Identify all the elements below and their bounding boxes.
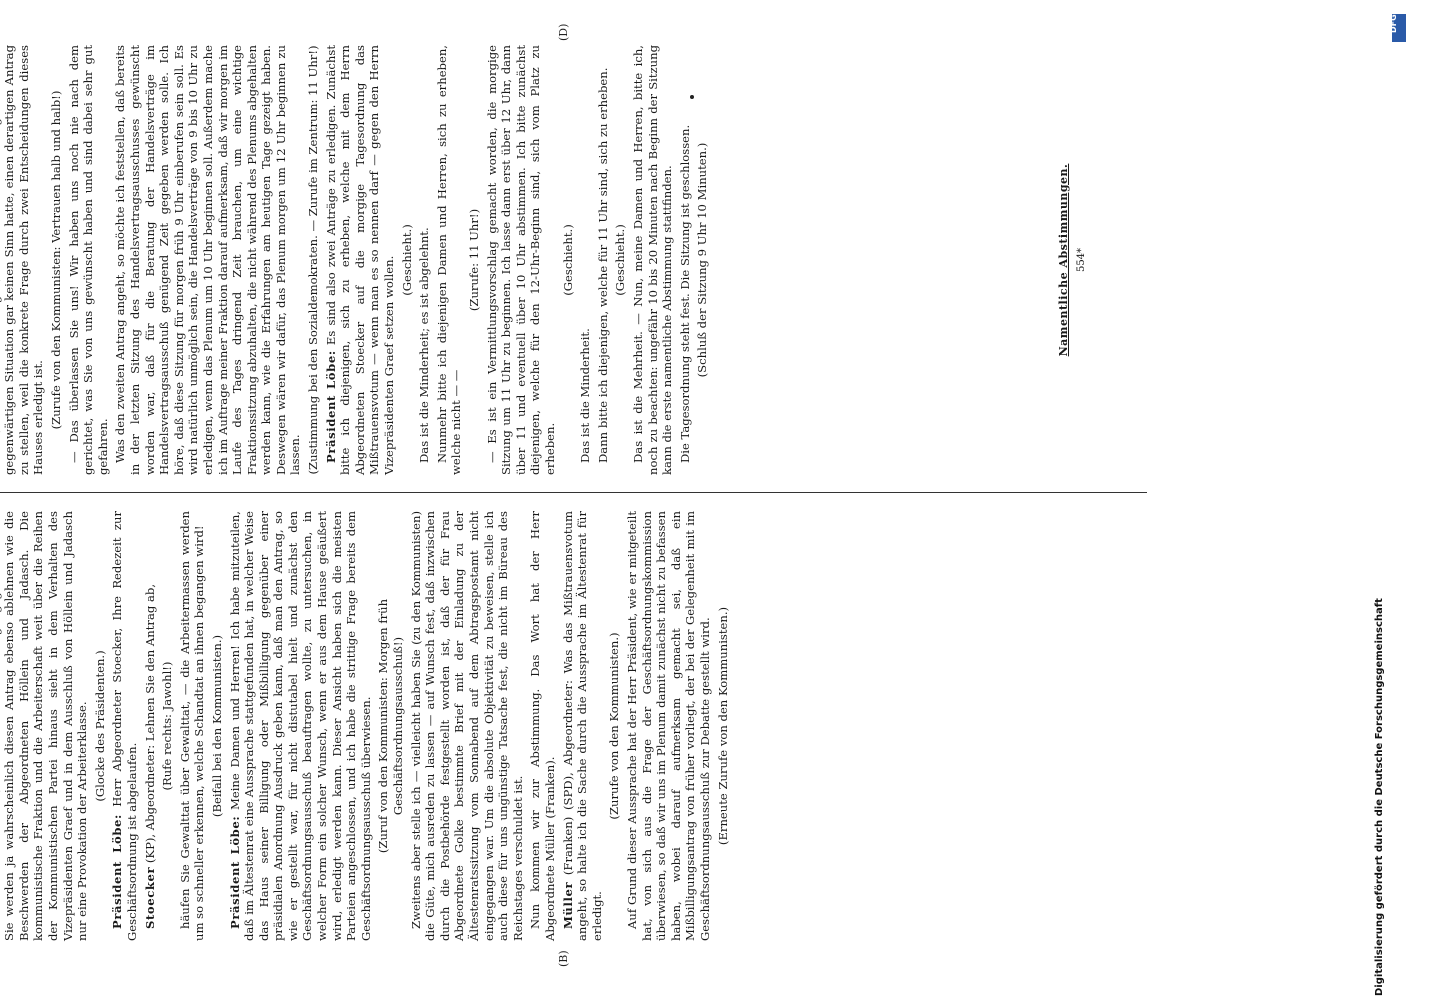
paragraph-text: Es sind also zwei Anträge zu erledigen. Zunächst bitte ich diejenigen, sich zu erheben, welche mit dem Herrn Abgeordneten Stoecker auf die morgige Tagesordnung das Mißtrauensvotum — wenn man es so nennen darf — gegen den Herrn Vizepräsidenten Graef setzen wollen. [323,45,397,475]
right-column [0,45,713,475]
speaker-name: Müller [560,881,575,929]
speaker-role: (Franken) (SPD), Abgeordneter: [560,680,575,876]
paragraph [67,45,111,475]
stage-direction [695,45,710,475]
footer-section [1057,45,1087,475]
paragraph-text: Nunmehr bitte ich diejenigen Damen und Herren, sich zu erheben, welche nicht — — [434,45,464,475]
speaker-name: Präsident Löbe: [227,815,242,929]
stage-direction [49,45,64,475]
margin-mark-d: (D) [557,23,570,41]
paragraph-text: Nun kommen wir zur Abstimmung. Das Wort hat der Herr Abgeordnete Müller (Franken). [528,511,557,941]
paragraph-text: Zweitens aber stelle ich — vielleicht haben Sie (zu den Kommunisten) die Güte, mich ausreden zu lassen — auf Wunsch fest, daß inzwischen durch die Postbehörde festgestellt worden ist, daß der für Frau Abgeordnete Golke bestimmte Brief mit der Einladung zu der Ältestenratssitzung vom Sonnabend auf dem Abtragspostamt nicht eingegangen war. Um die absolute Objektivität zu beweisen, stelle ich auch diese für uns ungünstige Tatsache fest, die nicht im Büreau des Reichstages verschuldet ist. [408,511,525,941]
digitization-credit [1356,6,1426,996]
stage-direction-text: (Erneute Zurufe von den Kommunisten.) [715,606,730,846]
margin-mark-b: (B) [557,950,570,967]
stage-direction-text: (Zurufe von den Kommunisten: Vertrauen halb und halb!) [48,90,63,430]
paragraph [625,511,713,941]
stage-direction [467,45,482,475]
stage-direction-text: (Geschieht.) [560,224,575,296]
stage-direction [607,511,622,941]
paragraph [561,511,605,941]
paragraph [678,45,693,475]
paragraph [143,511,158,941]
stage-direction [210,511,225,941]
paragraph [110,511,139,941]
stage-direction [613,45,628,475]
paragraph-text: häufen Sie Gewalttat über Gewalttat, — die Arbeitermassen werden um so schneller erkennen, welche Schandtat an ihnen begangen wird! [177,511,207,941]
paragraph [528,511,557,941]
speaker-name: Präsident Löbe: [323,350,338,463]
dfg-logo: DFG [1392,14,1406,42]
stage-direction-text: (Geschieht.) [613,224,628,296]
stage-direction [306,45,321,475]
paragraph [324,45,397,475]
stage-direction-text: (Rufe rechts: Jawohl!) [160,661,175,791]
speaker-role: (KP), Abgeordneter: [142,744,157,864]
paragraph-text: Das ist die Minderheit; es ist abgelehnt. [417,227,432,463]
stage-direction [160,511,175,941]
paragraph-text: Was das Mißtrauensvotum angeht, so halte ich die Sache durch die Aussprache im Ältestenrat für erledigt. [560,511,604,941]
ink-speck [690,95,694,99]
paragraph [409,511,526,941]
stage-direction-text: (Zurufe: 11 Uhr!) [467,208,481,312]
paragraph-text: Was den zweiten Antrag angeht, so möchte ich feststellen, daß bereits in der letzten Sitzung des Handelsvertragsausschusses gewünscht worden war, daß für die Beratung der Handelsverträge im Handelsvertragsausschuß genügend Zeit gegeben werden solle. Ich höre, daß diese Sitzung für morgen früh 9 Uhr einberufen sein soll. Es wird natürlich unmöglich sein, die Handelsverträge von 9 bis 10 Uhr zu erledigen, wenn das Plenum um 10 Uhr beginnen soll. Außerdem mache ich im Auftrage meiner Fraktion darauf aufmerksam, daß wir morgen im Laufe des Tages dringend Zeit brauchen, um eine wichtige Fraktionssitzung abzuhalten, die nicht während des Plenums abgehalten werden kann, wie die Erfahrungen am heutigen Tage gezeigt haben. Deswegen wären wir dafür, das Plenum morgen um 12 Uhr beginnen zu lassen. [113,45,303,475]
stage-direction-text: (Zurufe von den Kommunisten.) [607,632,622,820]
paragraph [0,511,90,941]
paragraph-text: — Es ist ein Vermittlungsvorschlag gemacht worden, die morgige Sitzung um 11 Uhr zu beginnen. Ich lasse dann erst über 12 Uhr, dann über 11 und eventuell über 10 Uhr abstimmen. Ich bitte zunächst diejenigen, welche für den 12-Uhr-Beginn sind, sich vom Platz zu erheben. [484,45,557,475]
paragraph-text: — Das überlassen Sie uns! Wir haben uns noch nie nach dem gerichtet, was Sie von uns gewünscht haben und sind dabei sehr gut gefahren. [66,45,110,475]
stage-direction-text: (Zustimmung bei den Sozialdemokraten. — Zurufe im Zentrum: 11 Uhr!) [306,45,321,475]
paragraph [485,45,558,475]
credit-text: Digitalisierung gefördert durch die Deutsche Forschungsgemeinschaft [1374,598,1385,996]
signature-mark: 554* [1076,247,1087,273]
paragraph [631,45,675,475]
speaker-name: Stoecker [142,866,157,929]
stage-direction [400,45,415,475]
paragraph-text: Meine Damen und Herren! Ich habe mitzuteilen, daß im Ältestenrat eine Aussprache stattgefunden hat, in welcher Weise das Haus seiner Billigung oder Mißbilligung gegenüber einer präsidialen Anordnung Ausdruck geben kann, daß man den Antrag, so wie er gestellt war, für nicht distutabel hielt und zunächst den Geschäftsordnungsausschuß beauftragen wollte, zu untersuchen, in welcher Form ein solcher Wunsch, wenn er aus dem Hause geäußert wird, erledigt werden kann. Dieser Ansicht haben sich die meisten Parteien angeschlossen, und ich habe die strittige Frage bereits dem Geschäftsordnungsausschuß überwiesen. [227,511,373,941]
stage-direction-text: (Zuruf von den Kommunisten: Morgen früh Geschäftsordnungsausschuß!) [376,598,406,854]
paragraph [578,45,593,475]
stage-direction-text: (Glocke des Präsidenten.) [92,650,107,802]
paragraph-text: Dann bitte ich diejenigen, welche für 11 Uhr sind, sich zu erheben. [595,67,610,463]
stage-direction [376,511,405,941]
stage-direction-text: (Beifall bei den Kommunisten.) [209,634,224,818]
paragraph-text: Das ist die Minderheit. [578,328,593,463]
paragraph-text: Auf Grund dieser Aussprache hat der Herr Präsident, wie er mitgeteilt hat, von sich aus die Frage der Geschäftsordnungskommission überwiesen, so daß wir uns im Plenum damit zunächst nicht zu befassen haben, wobei darauf aufmerksam gemacht sei, daß ein Mißbilligungsantrag von früher vorliegt, der bei der Gelegenheit mit im Geschäftsordnungsausschuß zur Debatte gestellt wird. [624,511,712,941]
section-heading: Namentliche Abstimmungen. [1057,163,1070,357]
column-divider [0,492,1147,493]
paragraph-text: Lehnen Sie den Antrag ab, [142,583,157,742]
stage-direction [93,511,108,941]
stage-direction [716,511,731,941]
paragraph [435,45,464,475]
paragraph-text: Sie werden ja wahrscheinlich diesen Antrag ebenso ablehnen wie die Beschwerden der Abgeordneten Höllein und Jadasch. Die kommunistische Fraktion und die Arbeiterschaft weit über die Reihen der Kommunistischen Partei hinaus sieht in dem Verhalten des Vizepräsidenten Graef und in dem Ausschluß von Höllein und Jadasch nur eine Provokation der Arbeiterklasse. [2,511,90,941]
speaker-name: Präsident Löbe: [110,814,125,929]
paragraph [596,45,611,475]
rotated-newspaper-sheet [0,23,1187,967]
stage-direction [561,45,576,475]
paragraph [178,511,207,941]
stage-direction-text: (Geschieht.) [399,224,414,296]
paragraph [113,45,303,475]
left-column [0,511,733,941]
paragraph-text: Das ist die Mehrheit. — Nun, meine Damen und Herren, bitte ich, noch zu beachten: ungefähr 10 bis 20 Minuten nach Beginn der Sitzung kann die erste namentliche Abstimmung stattfinden. [630,45,675,475]
paragraph [417,45,432,475]
paragraph [228,511,374,941]
paragraph-text: Die Tagesordnung steht fest. Die Sitzung ist geschlossen. [677,124,692,463]
paragraph-text: gegenwärtigen Situation gar keinen Sinn hatte, einen derartigen Antrag zu stellen, weil die konkrete Frage durch zwei Entscheidungen dieses Hauses erledigt ist. [2,45,46,475]
stage-direction-text: (Schluß der Sitzung 9 Uhr 10 Minuten.) [695,142,710,378]
paragraph [0,45,46,475]
paragraph-text: Herr Abgeordneter Stoecker, Ihre Redezeit zur Geschäftsordnung ist abgelaufen. [110,511,139,941]
